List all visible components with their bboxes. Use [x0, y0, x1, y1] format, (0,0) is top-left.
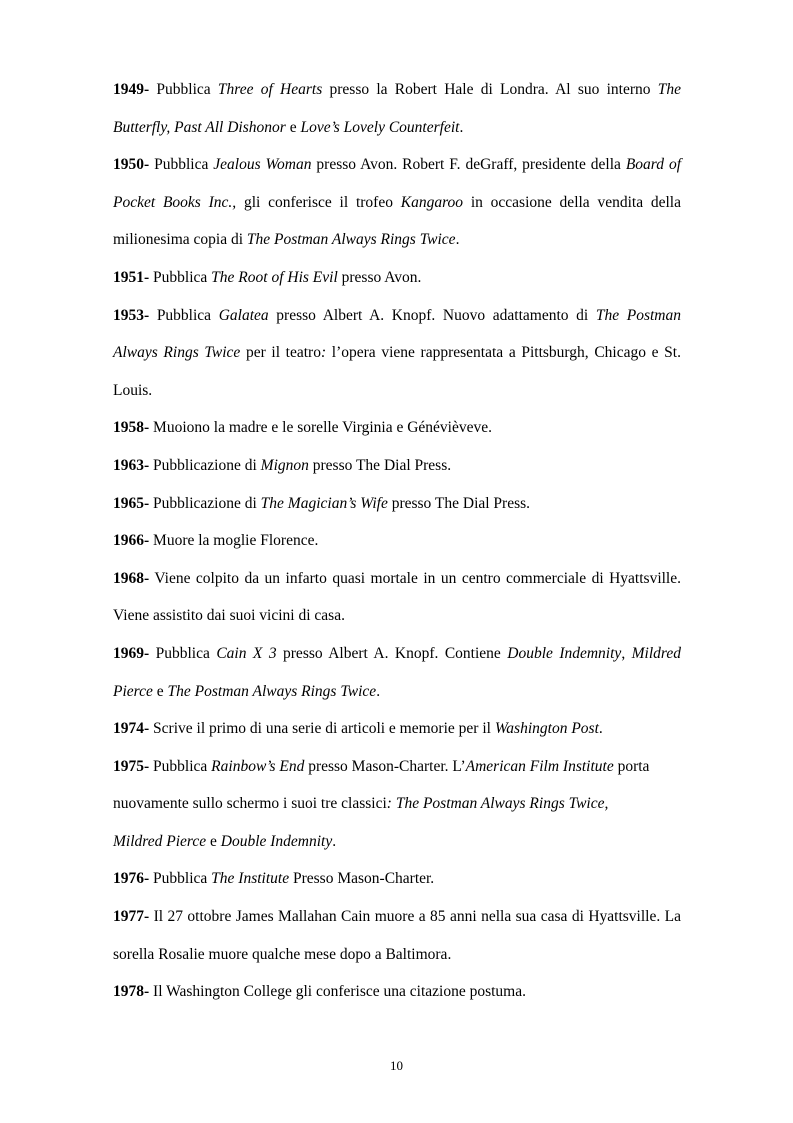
entry-text: Pubblica [149, 306, 219, 324]
entry-text: gli conferisce il trofeo [236, 193, 401, 211]
entry-year: 1968- [113, 569, 150, 587]
italic-title-text: Mignon [260, 456, 309, 474]
entry-year: 1978- [113, 983, 150, 1001]
chronology-entry [113, 635, 681, 710]
chronology-entry [113, 146, 681, 259]
entry-year: 1976- [113, 870, 150, 888]
entry-text: Pubblica [149, 268, 212, 286]
page-number: 10 [390, 1058, 403, 1073]
italic-title-text: Washington Post [494, 720, 599, 738]
entry-text: Scrive il primo di una serie di articoli e memorie per il [149, 720, 495, 738]
entry-text: Pubblica [149, 870, 212, 888]
entry-year: 1951- [113, 268, 150, 286]
entry-text: Viene colpito da un infarto quasi mortale in un centro commerciale di Hyattsville. Viene assistito dai suoi vicini di casa. [113, 569, 681, 625]
entry-text: . [455, 231, 460, 249]
entry-text: Muoiono la madre e le sorelle Virginia e Génévièveve. [149, 419, 492, 437]
italic-title-text: Love’s Lovely Counterfeit [300, 118, 460, 136]
italic-title-text: Double Indemnity [220, 832, 333, 850]
chronology-entry [113, 748, 681, 861]
entry-text: e [152, 682, 168, 700]
chronology-entry [113, 522, 681, 560]
entry-text: l’opera viene rappresentata a Pittsburgh, Chicago e St. Louis. [113, 344, 681, 399]
chronology-entry [113, 860, 681, 898]
italic-title-text: Mildred Pierce [113, 644, 682, 700]
entry-text: presso Avon. [337, 268, 422, 286]
entry-text: . [459, 118, 464, 136]
entry-text: presso Mason-Charter. L’ [304, 757, 466, 775]
entry-text: Il 27 ottobre James Mallahan Cain muore a 85 anni nella sua casa di Hyattsville. La sorella Rosalie muore qualche mese dopo a Baltimora. [113, 908, 681, 963]
italic-title-text: Kangaroo [400, 193, 464, 211]
entry-year: 1963- [113, 456, 150, 474]
chronology-entry [113, 297, 681, 410]
entry-text: in occasione della vendita della milionesima copia di [113, 193, 681, 249]
entry-text: Muore la moglie Florence. [149, 532, 319, 550]
entry-year: 1969- [113, 644, 150, 662]
entry-year: 1958- [113, 419, 150, 437]
italic-title-text: Double Indemnity [507, 644, 622, 662]
entry-text: Il Washington College gli conferisce una citazione postuma. [149, 983, 526, 1001]
entry-text: presso Albert A. Knopf. Nuovo adattamento di [268, 306, 596, 324]
italic-title-text: Jealous Woman [213, 156, 312, 174]
entry-year: 1950- [113, 156, 150, 174]
entry-text: e [285, 118, 301, 136]
italic-title-text: Cain X 3 [216, 644, 277, 662]
chronology-entry [113, 710, 681, 748]
entry-text: presso The Dial Press. [308, 456, 452, 474]
entry-text: per il teatro [240, 344, 321, 362]
entry-text: Pubblicazione di [149, 494, 261, 512]
entry-year: 1966- [113, 532, 150, 550]
italic-title-text: Three of Hearts [217, 81, 323, 98]
entry-text: . [598, 720, 603, 738]
entry-year: 1974- [113, 720, 150, 738]
entry-text: , [621, 644, 632, 662]
entry-year: 1953- [113, 306, 150, 324]
italic-title-text: Rainbow’s End [211, 757, 305, 775]
entry-text: . [376, 682, 381, 700]
italic-title-text: Mildred Pierce [113, 832, 207, 850]
italic-title-text: The Magician’s Wife [260, 494, 388, 512]
italic-title-text: The Root of His Evil [211, 268, 338, 286]
italic-title-text: The Postman Always Rings Twice [246, 231, 456, 249]
document-body [113, 71, 681, 1011]
entry-text: . [332, 832, 337, 850]
entry-text: Pubblica [149, 757, 212, 775]
italic-title-text: The Butterfly, Past All Dishonor [113, 81, 682, 136]
chronology-entry [113, 71, 681, 146]
chronology-entry [113, 485, 681, 523]
entry-text: Pubblica [149, 644, 217, 662]
entry-text: porta nuovamente sullo schermo i suoi tre classici [113, 757, 650, 813]
entry-text: presso Avon. Robert F. deGraff, presidente della [311, 156, 626, 174]
entry-text: presso Albert A. Knopf. Contiene [276, 644, 508, 662]
entry-text: presso la Robert Hale di Londra. Al suo interno [322, 81, 658, 98]
entry-year: 1977- [113, 908, 150, 926]
chronology-entry [113, 409, 681, 447]
italic-title-text: The Postman Always Rings Twice [167, 682, 377, 700]
entry-year: 1965- [113, 494, 150, 512]
chronology-entry [113, 447, 681, 485]
chronology-entry [113, 973, 681, 1011]
entry-text: Pubblica [149, 81, 218, 98]
entry-year: 1949- [113, 81, 150, 98]
entry-text: Pubblica [149, 156, 214, 174]
entry-text: Presso Mason-Charter. [289, 870, 435, 888]
italic-title-text: : [320, 344, 327, 362]
chronology-entry [113, 560, 681, 635]
italic-title-text: American Film Institute [465, 757, 614, 775]
chronology-entry [113, 898, 681, 973]
italic-title-text: Galatea [218, 306, 269, 324]
entry-text: presso The Dial Press. [387, 494, 531, 512]
italic-title-text: The Postman Always Rings Twice [113, 306, 682, 362]
italic-title-text: The Institute [211, 870, 290, 888]
chronology-entry [113, 259, 681, 297]
entry-text: e [206, 832, 221, 850]
italic-title-text: : The Postman Always Rings Twice, [386, 795, 609, 813]
entry-text: Pubblicazione di [149, 456, 261, 474]
entry-year: 1975- [113, 757, 150, 775]
italic-title-text: Board of Pocket Books Inc., [113, 156, 681, 211]
